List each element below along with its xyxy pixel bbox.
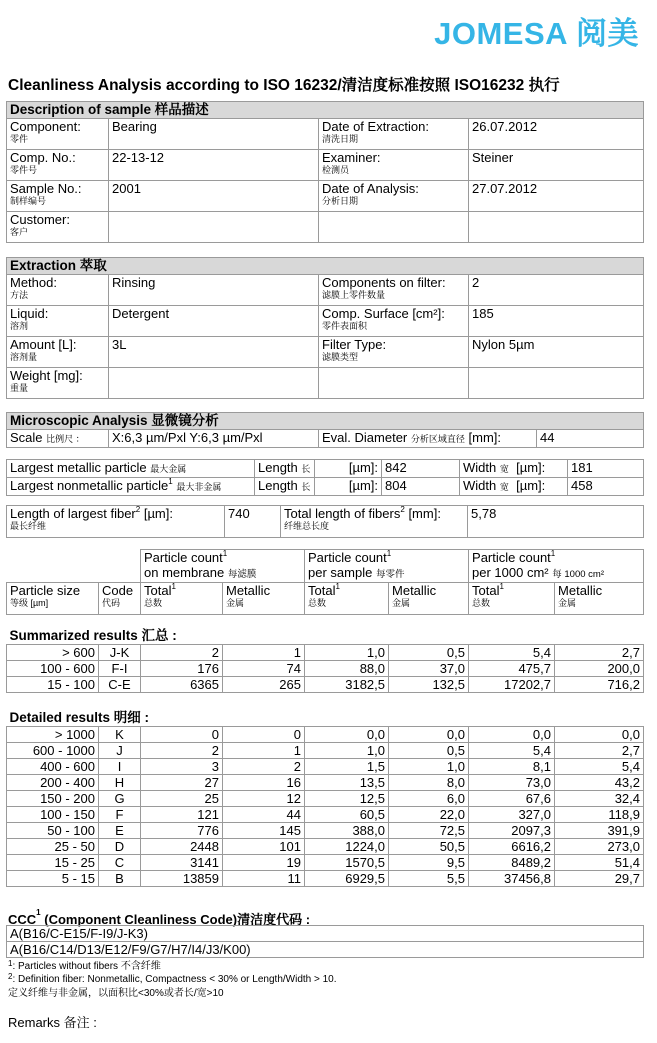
value-cell: 0,5	[389, 743, 469, 759]
table-row	[7, 743, 644, 759]
table-row	[7, 759, 644, 775]
value-cell: 3141	[141, 855, 223, 871]
value-cell: 1,5	[305, 759, 389, 775]
code-cell: I	[99, 759, 141, 775]
filter-label: Filter Type: 滤膜类型	[319, 337, 469, 368]
method-value: Rinsing	[109, 275, 319, 306]
size-cell: 100 - 600	[7, 661, 99, 677]
value-cell: 2,7	[555, 645, 644, 661]
value-cell: 391,9	[555, 823, 644, 839]
summarized-heading: Summarized results 汇总 :	[7, 628, 644, 645]
value-cell: 118,9	[555, 807, 644, 823]
footnote-3: 定义纤维与非金属，以面积比<30%或者长/宽>10	[8, 988, 224, 999]
customer-label: Customer: 客户	[7, 212, 109, 243]
value-cell: 50,5	[389, 839, 469, 855]
value-cell: 51,4	[555, 855, 644, 871]
table-row	[7, 775, 644, 791]
table-row	[7, 645, 644, 661]
total-header-1: Total$^1$ 总数	[141, 583, 223, 615]
value-cell: 37,0	[389, 661, 469, 677]
examiner-label: Examiner: 检测员	[319, 150, 469, 181]
value-cell: 22,0	[389, 807, 469, 823]
value-cell: 176	[141, 661, 223, 677]
total-fiber-value: 5,78	[468, 506, 644, 538]
value-cell: 388,0	[305, 823, 389, 839]
size-header: Particle size 等级 [µm]	[7, 583, 99, 615]
value-cell: 8,1	[469, 759, 555, 775]
value-cell: 3182,5	[305, 677, 389, 693]
sampleno-value: 2001	[109, 181, 319, 212]
code-cell: F	[99, 807, 141, 823]
metallic-header-1: Metallic 金属	[223, 583, 305, 615]
code-cell: D	[99, 839, 141, 855]
largest-particle-table	[6, 459, 644, 496]
nonmetallic-length-label: Length 长	[255, 478, 315, 496]
page-title: Cleanliness Analysis according to ISO 16232/清洁度标准按照 ISO16232 执行	[8, 77, 560, 94]
size-cell: > 600	[7, 645, 99, 661]
value-cell: 9,5	[389, 855, 469, 871]
largest-fiber-value: 740	[225, 506, 281, 538]
filter-value: Nylon 5µm	[469, 337, 644, 368]
table-row	[7, 807, 644, 823]
value-cell: 19	[223, 855, 305, 871]
cof-label: Components on filter: 滤膜上零件数量	[319, 275, 469, 306]
amount-label: Amount [L]: 溶剂量	[7, 337, 109, 368]
value-cell: 132,5	[389, 677, 469, 693]
value-cell: 1,0	[305, 645, 389, 661]
value-cell: 327,0	[469, 807, 555, 823]
value-cell: 43,2	[555, 775, 644, 791]
value-cell: 37456,8	[469, 871, 555, 887]
value-cell: 6365	[141, 677, 223, 693]
value-cell: 0,0	[305, 727, 389, 743]
metallic-header-3: Metallic 金属	[555, 583, 644, 615]
value-cell: 16	[223, 775, 305, 791]
sampleno-label: Sample No.: 制样编号	[7, 181, 109, 212]
metallic-length-value: 842	[382, 460, 460, 478]
ccc-code-2: A(B16/C14/D13/E12/F9/G7/H7/I4/J3/K00)	[7, 942, 644, 958]
fiber-table	[6, 505, 644, 538]
detailed-table	[6, 710, 644, 887]
component-label: Component: 零件	[7, 119, 109, 150]
compno-value: 22-13-12	[109, 150, 319, 181]
value-cell: 5,5	[389, 871, 469, 887]
size-cell: 200 - 400	[7, 775, 99, 791]
table-row	[7, 791, 644, 807]
eval-label: Eval. Diameter 分析区域直径 [mm]:	[319, 430, 537, 448]
analysis-date-label: Date of Analysis: 分析日期	[319, 181, 469, 212]
customer-value	[109, 212, 319, 243]
description-heading: Description of sample 样品描述	[7, 102, 644, 119]
code-cell: E	[99, 823, 141, 839]
table-row	[7, 839, 644, 855]
table-row	[7, 661, 644, 677]
value-cell: 13,5	[305, 775, 389, 791]
size-cell: 15 - 100	[7, 677, 99, 693]
value-cell: 8489,2	[469, 855, 555, 871]
footnote-1: $^1$: Particles without fibers 不含纤维	[8, 959, 161, 972]
value-cell: 0,0	[389, 727, 469, 743]
value-cell: 29,7	[555, 871, 644, 887]
value-cell: 101	[223, 839, 305, 855]
value-cell: 716,2	[555, 677, 644, 693]
per-1000-header: Particle count$^1$ per 1000 cm² 每 1000 cm²	[469, 550, 644, 583]
value-cell: 44	[223, 807, 305, 823]
code-cell: C-E	[99, 677, 141, 693]
surface-label: Comp. Surface [cm²]: 零件表面积	[319, 306, 469, 337]
value-cell: 6616,2	[469, 839, 555, 855]
value-cell: 0	[223, 727, 305, 743]
value-cell: 13859	[141, 871, 223, 887]
code-header: Code 代码	[99, 583, 141, 615]
value-cell: 1570,5	[305, 855, 389, 871]
cof-value: 2	[469, 275, 644, 306]
largest-nonmetallic-label: Largest nonmetallic particle$^1$ 最大非金属	[7, 478, 255, 496]
size-cell: 100 - 150	[7, 807, 99, 823]
value-cell: 12,5	[305, 791, 389, 807]
value-cell: 1,0	[305, 743, 389, 759]
code-cell: H	[99, 775, 141, 791]
value-cell: 200,0	[555, 661, 644, 677]
value-cell: 1	[223, 743, 305, 759]
size-cell: 15 - 25	[7, 855, 99, 871]
remarks-label: Remarks 备注 :	[8, 1015, 97, 1030]
value-cell: 88,0	[305, 661, 389, 677]
table-row	[7, 677, 644, 693]
value-cell: 6,0	[389, 791, 469, 807]
value-cell: 11	[223, 871, 305, 887]
count-header-table	[6, 549, 644, 615]
microscopic-heading: Microscopic Analysis 显微镜分析	[7, 413, 644, 430]
scale-value: X:6,3 µm/Pxl Y:6,3 µm/Pxl	[109, 430, 319, 448]
value-cell: 6929,5	[305, 871, 389, 887]
value-cell: 27	[141, 775, 223, 791]
nonmetallic-length-unit: [µm]:	[315, 478, 382, 496]
value-cell: 60,5	[305, 807, 389, 823]
value-cell: 5,4	[555, 759, 644, 775]
weight-value	[109, 368, 319, 399]
value-cell: 8,0	[389, 775, 469, 791]
size-cell: 5 - 15	[7, 871, 99, 887]
value-cell: 74	[223, 661, 305, 677]
compno-label: Comp. No.: 零件号	[7, 150, 109, 181]
extraction-table	[6, 257, 644, 399]
value-cell: 2,7	[555, 743, 644, 759]
summarized-table	[6, 628, 644, 693]
value-cell: 776	[141, 823, 223, 839]
microscopic-table	[6, 412, 644, 448]
nonmetallic-width-label: Width 宽 [µm]:	[460, 478, 568, 496]
jomesa-logo: JOMESA 阅美	[434, 16, 639, 51]
size-cell: > 1000	[7, 727, 99, 743]
value-cell: 2	[141, 645, 223, 661]
value-cell: 5,4	[469, 645, 555, 661]
total-header-2: Total$^1$ 总数	[305, 583, 389, 615]
value-cell: 32,4	[555, 791, 644, 807]
total-fiber-label: Total length of fibers$^2$ [mm]: 纤维总长度	[281, 506, 468, 538]
value-cell: 1	[223, 645, 305, 661]
table-row	[7, 871, 644, 887]
metallic-length-unit: [µm]:	[315, 460, 382, 478]
value-cell: 3	[141, 759, 223, 775]
surface-value: 185	[469, 306, 644, 337]
summarized-rows	[7, 645, 644, 693]
value-cell: 0,0	[469, 727, 555, 743]
amount-value: 3L	[109, 337, 319, 368]
extraction-date-value: 26.07.2012	[469, 119, 644, 150]
per-sample-header: Particle count$^1$ per sample 每零件	[305, 550, 469, 583]
extraction-heading: Extraction 萃取	[7, 258, 644, 275]
footnote-2: $^2$: Definition fiber: Nonmetallic, Compactness < 30% or Length/Width > 10.	[8, 972, 337, 985]
value-cell: 67,6	[469, 791, 555, 807]
code-cell: J	[99, 743, 141, 759]
value-cell: 1,0	[389, 759, 469, 775]
ccc-code-1: A(B16/C-E15/F-I9/J-K3)	[7, 926, 644, 942]
component-value: Bearing	[109, 119, 319, 150]
value-cell: 0,0	[555, 727, 644, 743]
value-cell: 0,5	[389, 645, 469, 661]
size-cell: 150 - 200	[7, 791, 99, 807]
empty-cell	[319, 368, 469, 399]
eval-value: 44	[537, 430, 644, 448]
empty-cell	[319, 212, 469, 243]
value-cell: 17202,7	[469, 677, 555, 693]
liquid-label: Liquid: 溶剂	[7, 306, 109, 337]
metallic-width-label: Width 宽 [µm]:	[460, 460, 568, 478]
value-cell: 2	[141, 743, 223, 759]
value-cell: 475,7	[469, 661, 555, 677]
on-membrane-header: Particle count$^1$ on membrane 每滤膜	[141, 550, 305, 583]
nonmetallic-length-value: 804	[382, 478, 460, 496]
value-cell: 2	[223, 759, 305, 775]
examiner-value: Steiner	[469, 150, 644, 181]
value-cell: 1224,0	[305, 839, 389, 855]
value-cell: 273,0	[555, 839, 644, 855]
table-row	[7, 855, 644, 871]
value-cell: 5,4	[469, 743, 555, 759]
value-cell: 72,5	[389, 823, 469, 839]
code-cell: G	[99, 791, 141, 807]
code-cell: K	[99, 727, 141, 743]
table-row	[7, 727, 644, 743]
code-cell: B	[99, 871, 141, 887]
code-cell: C	[99, 855, 141, 871]
value-cell: 2097,3	[469, 823, 555, 839]
ccc-heading: CCC$^1$ (Component Cleanliness Code)清洁度代码 :	[8, 908, 311, 927]
value-cell: 12	[223, 791, 305, 807]
detailed-rows	[7, 727, 644, 887]
empty-cell	[469, 368, 644, 399]
size-cell: 400 - 600	[7, 759, 99, 775]
scale-label: Scale 比例尺 ：	[7, 430, 109, 448]
description-table	[6, 101, 644, 243]
value-cell: 2448	[141, 839, 223, 855]
size-cell: 25 - 50	[7, 839, 99, 855]
largest-fiber-label: Length of largest fiber$^2$ [µm]: 最长纤维	[7, 506, 225, 538]
extraction-date-label: Date of Extraction: 清洗日期	[319, 119, 469, 150]
empty-cell	[469, 212, 644, 243]
largest-metallic-label: Largest metallic particle 最大金属	[7, 460, 255, 478]
value-cell: 145	[223, 823, 305, 839]
nonmetallic-width-value: 458	[568, 478, 644, 496]
detailed-heading: Detailed results 明细 :	[7, 710, 644, 727]
weight-label: Weight [mg]: 重量	[7, 368, 109, 399]
size-cell: 50 - 100	[7, 823, 99, 839]
value-cell: 265	[223, 677, 305, 693]
table-row	[7, 823, 644, 839]
empty-cell	[7, 550, 141, 583]
code-cell: J-K	[99, 645, 141, 661]
metallic-length-label: Length 长	[255, 460, 315, 478]
size-cell: 600 - 1000	[7, 743, 99, 759]
code-cell: F-I	[99, 661, 141, 677]
liquid-value: Detergent	[109, 306, 319, 337]
value-cell: 121	[141, 807, 223, 823]
metallic-header-2: Metallic 金属	[389, 583, 469, 615]
total-header-3: Total$^1$ 总数	[469, 583, 555, 615]
ccc-table	[6, 925, 644, 958]
analysis-date-value: 27.07.2012	[469, 181, 644, 212]
value-cell: 25	[141, 791, 223, 807]
metallic-width-value: 181	[568, 460, 644, 478]
method-label: Method: 方法	[7, 275, 109, 306]
value-cell: 0	[141, 727, 223, 743]
value-cell: 73,0	[469, 775, 555, 791]
